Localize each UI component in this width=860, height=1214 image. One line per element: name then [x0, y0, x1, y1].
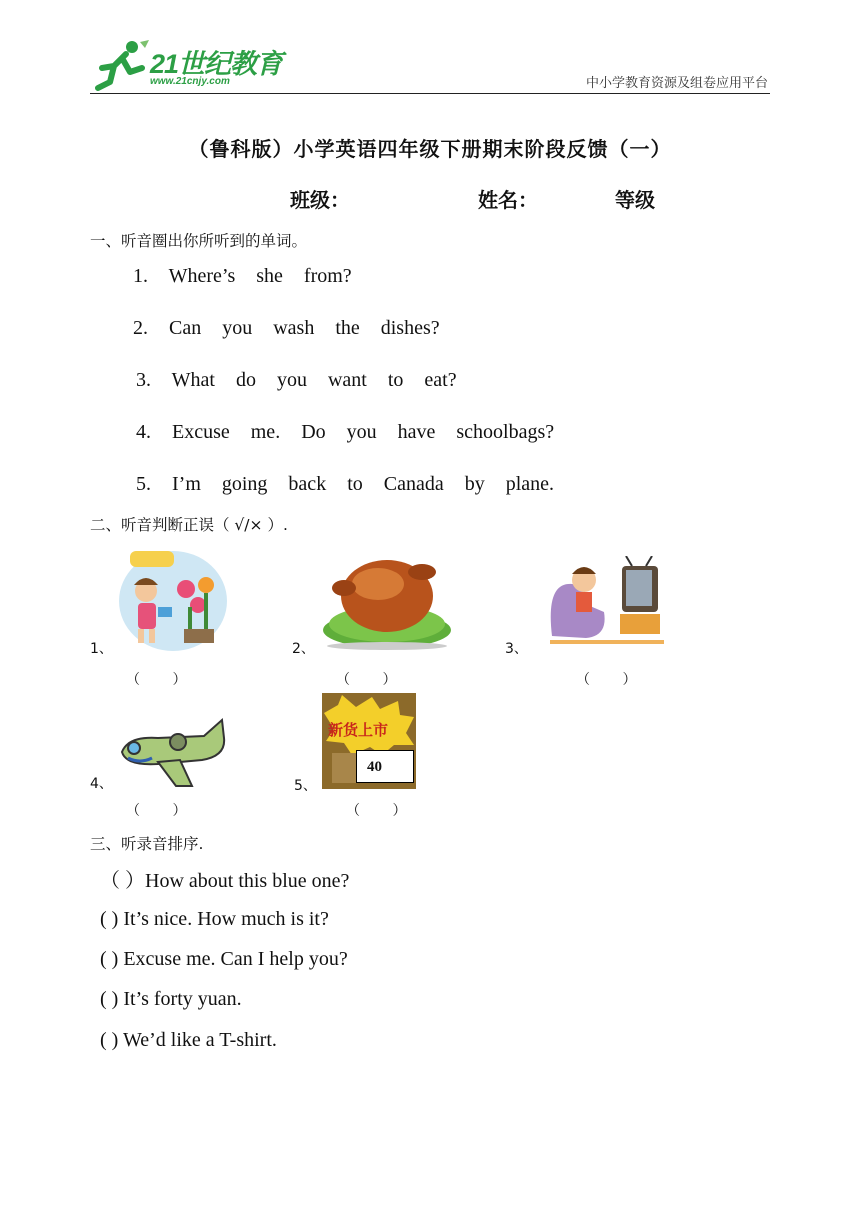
section1-item: 1. Where’s she from? — [133, 265, 352, 287]
picture-number: 4、 — [90, 776, 113, 792]
answer-paren[interactable]: （ ） — [336, 672, 397, 688]
answer-paren[interactable]: （ ） — [126, 803, 187, 819]
picture-number: 3、 — [505, 641, 528, 657]
site-logo — [92, 38, 282, 92]
section1-item: 4. Excuse me. Do you have schoolbags? — [136, 421, 555, 443]
logo-text: 21世纪教育 — [150, 49, 283, 79]
section1-item: 5. I’m going back to Canada by plane. — [136, 473, 555, 495]
picture-number: 5、 — [294, 778, 317, 794]
order-item: ( ) We’d like a T-shirt. — [100, 1029, 277, 1051]
sale-sign-picture — [322, 693, 416, 789]
order-item: ( ) It’s forty yuan. — [100, 988, 242, 1010]
logo-url: www.21cnjy.com — [150, 76, 230, 87]
roast-chicken-picture — [320, 544, 454, 652]
answer-paren[interactable]: （ ） — [126, 672, 187, 688]
picture-number: 2、 — [292, 641, 315, 657]
answer-paren[interactable]: （ ） — [576, 672, 637, 688]
section2-heading: 二、听音判断正误（ √/× ）. — [90, 516, 288, 534]
order-item: ( ) It’s nice. How much is it? — [100, 908, 329, 930]
section3-heading: 三、听录音排序. — [90, 835, 204, 853]
airplane-picture — [118, 716, 226, 790]
page-title: （鲁科版）小学英语四年级下册期末阶段反馈（一） — [188, 137, 672, 161]
section1-item: 3. What do you want to eat? — [136, 369, 457, 391]
name-label: 姓名： — [478, 188, 538, 212]
order-item: ( ) Excuse me. Can I help you? — [100, 948, 348, 970]
platform-caption: 中小学教育资源及组卷应用平台 — [585, 76, 768, 91]
answer-paren[interactable]: （ ） — [346, 803, 407, 819]
girl-watering-flowers-picture — [118, 545, 228, 651]
picture-number: 1、 — [90, 641, 113, 657]
class-label: 班级： — [290, 188, 350, 212]
section1-heading: 一、听音圈出你所听到的单词。 — [90, 232, 308, 250]
sale-sign-text: 新货上市 — [328, 721, 389, 739]
order-item: （ ）How about this blue one? — [100, 870, 350, 892]
grade-label: 等级 — [615, 188, 655, 212]
section1-item: 2. Can you wash the dishes? — [133, 317, 440, 339]
price-tag: 40 — [356, 750, 414, 783]
runner-logo-icon — [92, 38, 150, 92]
header-divider — [90, 93, 770, 94]
boy-watching-tv-picture — [546, 556, 666, 646]
